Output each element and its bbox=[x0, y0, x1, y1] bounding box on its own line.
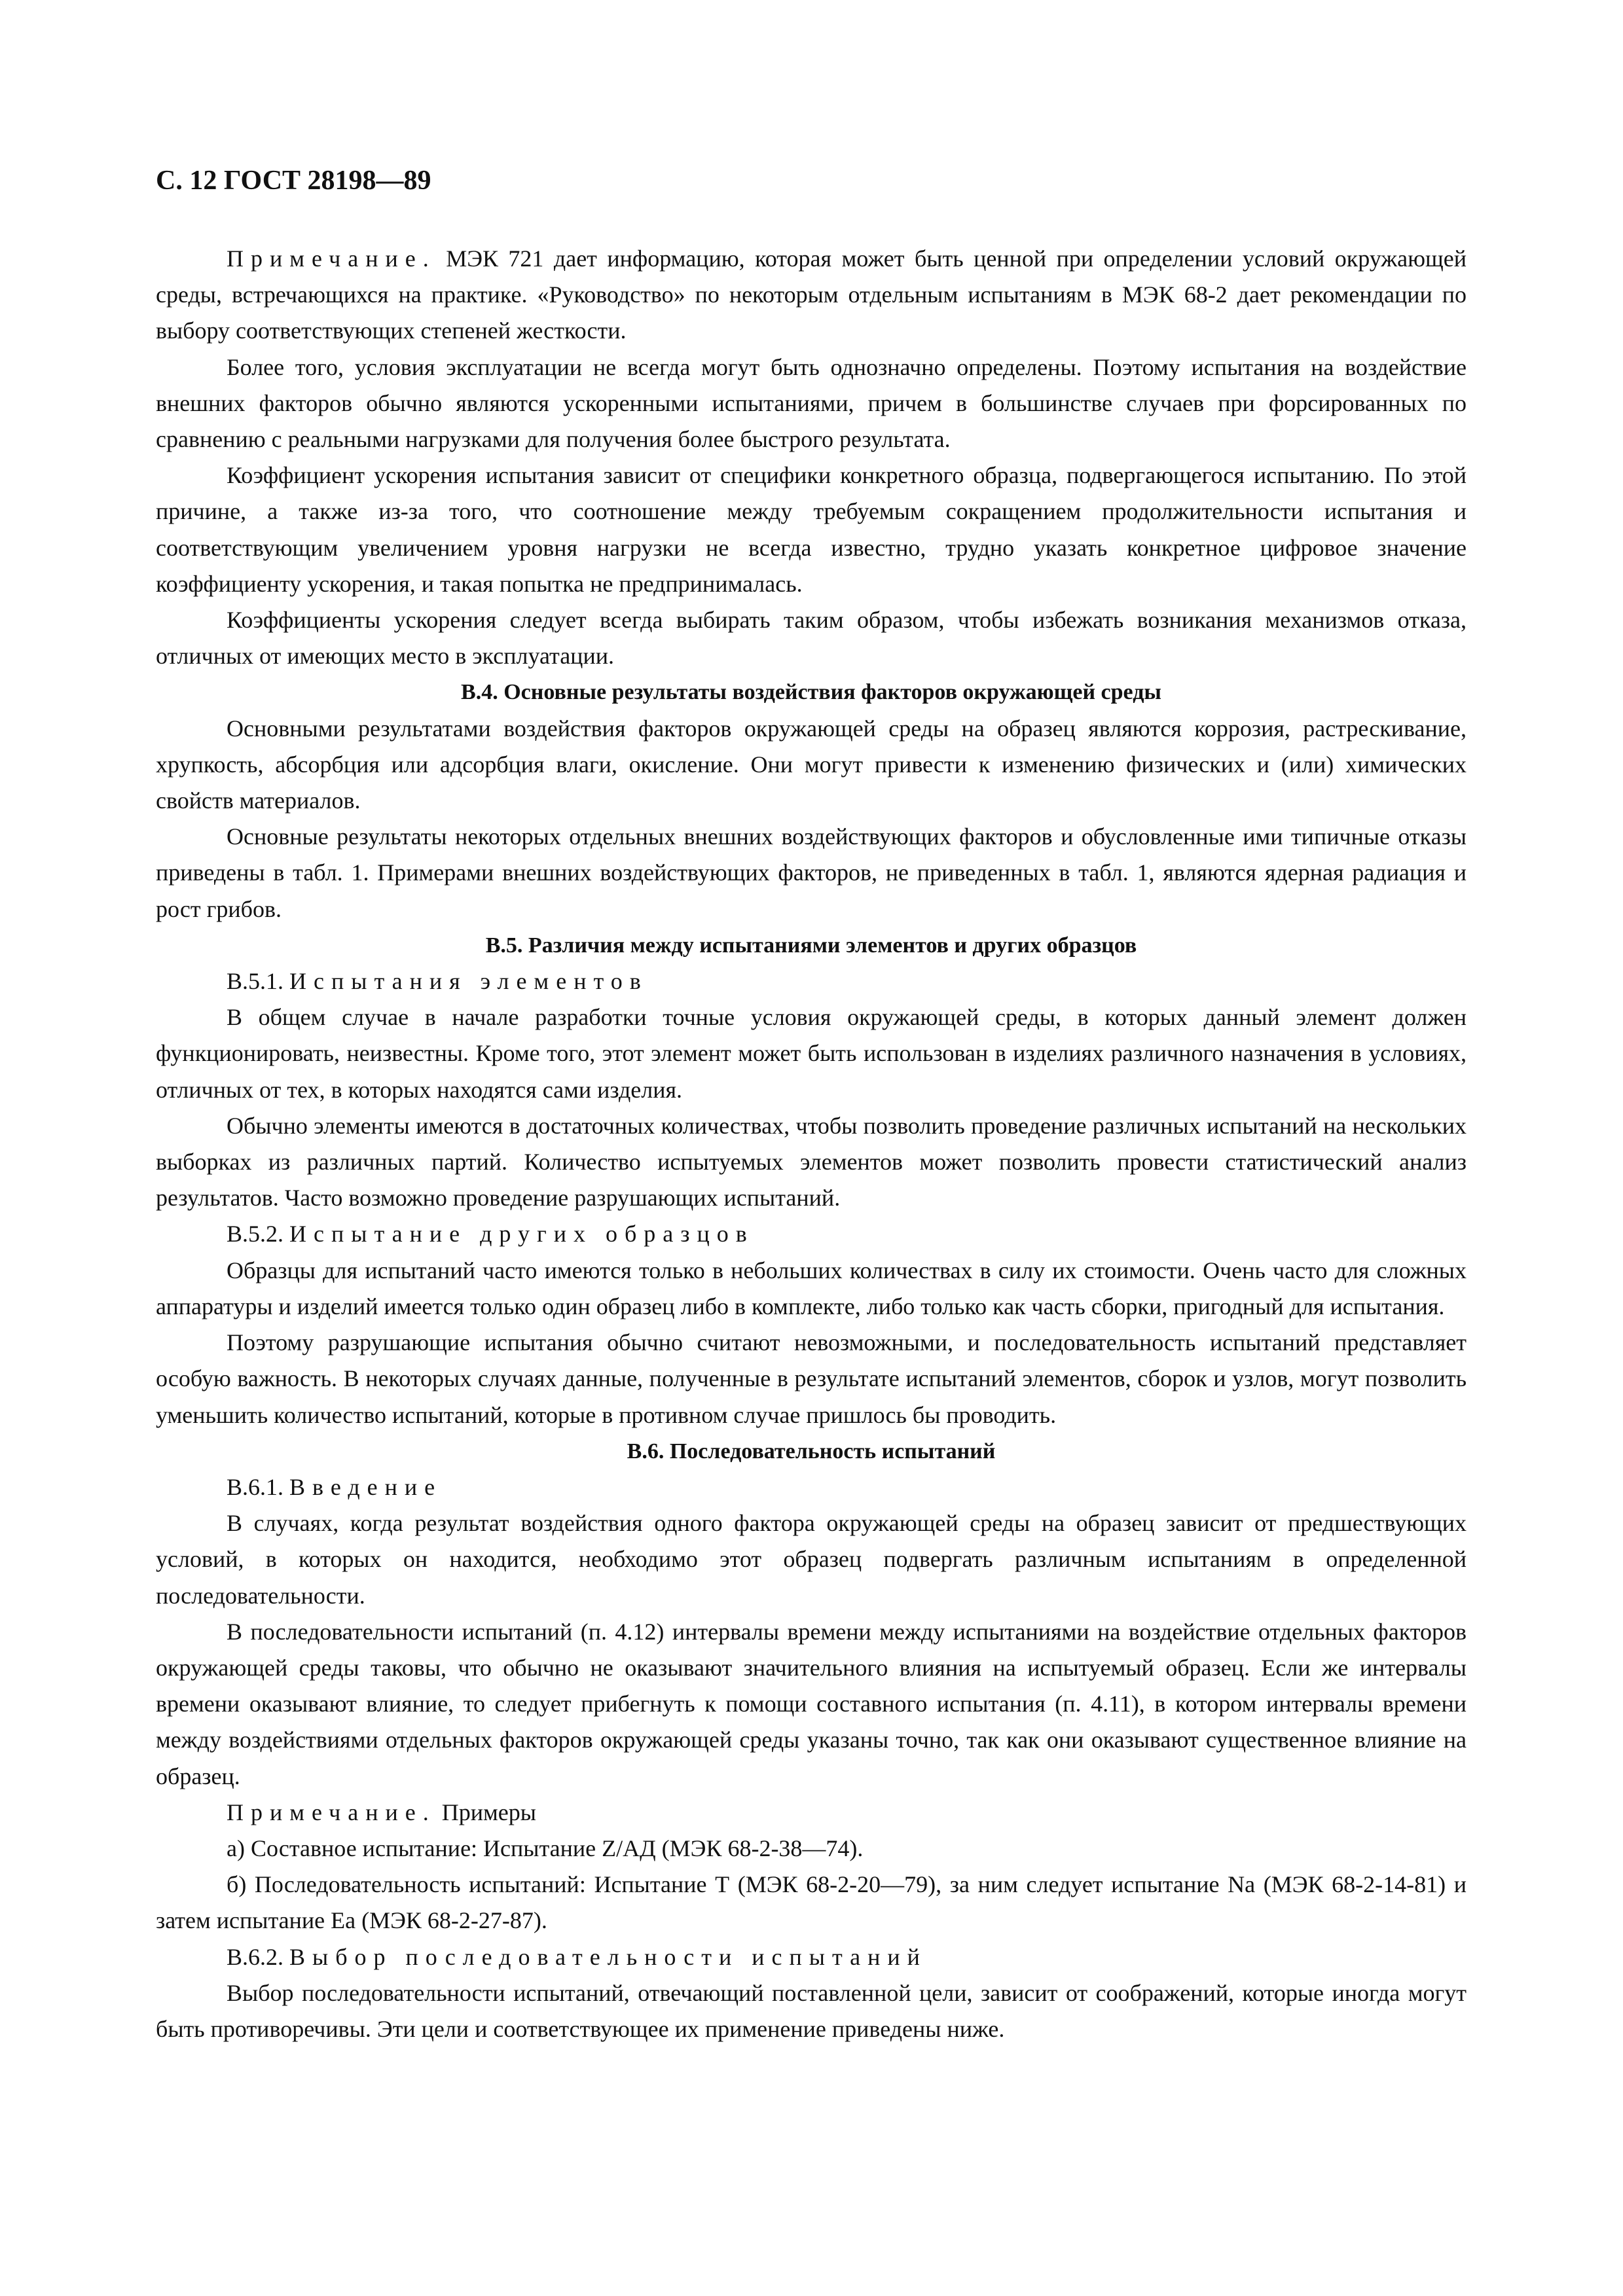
note-paragraph bbox=[156, 241, 1467, 350]
subsection-title: Испытания элементов bbox=[289, 968, 648, 995]
section-heading-b6: В.6. Последовательность испытаний bbox=[627, 1439, 996, 1463]
paragraph: Выбор последовательности испытаний, отвечающий поставленной цели, зависит от соображений, которые иногда могут быть противоречивы. Эти цели и соответствующее их применение приведены ниже. bbox=[156, 1979, 1467, 2042]
paragraph: Поэтому разрушающие испытания обычно считают невозможными, и последовательность испытаний представляет особую важность. В некоторых случаях данные, полученные в результате испытаний элементов, сборок и узлов, могут позволить уменьшить количество испытаний, которые в противном случае пришлось бы проводить. bbox=[156, 1329, 1467, 1428]
note-label: Примечание. bbox=[227, 1799, 436, 1825]
paragraph: Основные результаты некоторых отдельных внешних воздействующих факторов и обусловленные ими типичные отказы приведены в табл. 1. Примерами внешних воздействующих факторов, не приведенных в табл. 1, являются ядерная радиация и рост грибов. bbox=[156, 823, 1467, 922]
note-paragraph bbox=[156, 1795, 1467, 1831]
paragraph: Образцы для испытаний часто имеются только в небольших количествах в силу их стоимости. Очень часто для сложных аппаратуры и изделий имеется только один образец либо в комплекте, либо только как часть сборки, пригодный для испытания. bbox=[156, 1257, 1467, 1319]
subsection-heading-b52 bbox=[156, 1216, 1467, 1252]
document-body bbox=[156, 241, 1467, 2047]
subsection-number: В.5.2. bbox=[227, 1221, 290, 1247]
subsection-heading-b61 bbox=[156, 1469, 1467, 1505]
paragraph: Обычно элементы имеются в достаточных количествах, чтобы позволить проведение различных испытаний на нескольких выборках из различных партий. Количество испытуемых элементов может позволить провести статистический анализ результатов. Часто возможно проведение разрушающих испытаний. bbox=[156, 1112, 1467, 1211]
note-example-a: а) Составное испытание: Испытание Z/АД (МЭК 68-2-38—74). bbox=[227, 1835, 864, 1861]
note-text: Примеры bbox=[435, 1799, 536, 1825]
paragraph: В случаях, когда результат воздействия одного фактора окружающей среды на образец зависит от предшествующих условий, в которых он находится, необходимо этот образец подвергать различным испытаниям в определенной последовательности. bbox=[156, 1510, 1467, 1609]
subsection-heading-b62 bbox=[156, 1939, 1467, 1975]
subsection-heading-b51 bbox=[156, 963, 1467, 999]
section-heading-b4: В.4. Основные результаты воздействия факторов окружающей среды bbox=[461, 680, 1161, 705]
paragraph: Коэффициенты ускорения следует всегда выбирать таким образом, чтобы избежать возникания механизмов отказа, отличных от имеющих место в эксплуатации. bbox=[156, 607, 1467, 670]
subsection-title: Введение bbox=[289, 1473, 443, 1500]
note-example-b: б) Последовательность испытаний: Испытание Т (МЭК 68-2-20—79), за ним следует испытание Na (МЭК 68-2-14-81) и затем испытание Еа (МЭК 68-2-27-87). bbox=[156, 1871, 1467, 1934]
subsection-title: Испытание других образцов bbox=[289, 1221, 754, 1247]
paragraph: В общем случае в начале разработки точные условия окружающей среды, в которых данный элемент должен функционировать, неизвестны. Кроме того, этот элемент может быть использован в изделиях различного назначения в условиях, отличных от тех, в которых находятся сами изделия. bbox=[156, 1004, 1467, 1103]
paragraph: Коэффициент ускорения испытания зависит от специфики конкретного образца, подвергающегося испытанию. По этой причине, а также из-за того, что соотношение между требуемым сокращением продолжительности испытания и соответствующим увеличением уровня нагрузки не всегда известно, трудно указать конкретное цифровое значение коэффициенту ускорения, и такая попытка не предпринималась. bbox=[156, 462, 1467, 597]
note-label: Примечание. bbox=[227, 245, 436, 272]
page-header: С. 12 ГОСТ 28198—89 bbox=[156, 166, 431, 196]
section-heading-b5: В.5. Различия между испытаниями элементов и других образцов bbox=[485, 933, 1137, 958]
subsection-number: В.6.1. bbox=[227, 1473, 290, 1500]
paragraph: Более того, условия эксплуатации не всегда могут быть однозначно определены. Поэтому испытания на воздействие внешних факторов обычно являются ускоренными испытаниями, причем в большинстве случаев при форсированных по сравнению с реальными нагрузками для получения более быстрого результата. bbox=[156, 353, 1467, 453]
paragraph: Основными результатами воздействия факторов окружающей среды на образец являются коррозия, растрескивание, хрупкость, абсорбция или адсорбция влаги, окисление. Они могут привести к изменению физических и (или) химических свойств материалов. bbox=[156, 715, 1467, 814]
subsection-number: В.5.1. bbox=[227, 968, 290, 995]
paragraph: В последовательности испытаний (п. 4.12) интервалы времени между испытаниями на воздействие отдельных факторов окружающей среды таковы, что обычно не оказывают значительного влияния на испытуемый образец. Если же интервалы времени оказывают влияние, то следует прибегнуть к помощи составного испытания (п. 4.11), в котором интервалы времени между воздействиями отдельных факторов окружающей среды указаны точно, так как они оказывают существенное влияние на образец. bbox=[156, 1618, 1467, 1789]
note-text: МЭК 721 дает информацию, которая может быть ценной при определении условий окружающей среды, встречающихся на практике. «Руководство» по некоторым отдельным испытаниям в МЭК 68-2 дает рекомендации по выбору соответствующих степеней жесткости. bbox=[156, 245, 1467, 344]
subsection-number: В.6.2. bbox=[227, 1943, 290, 1970]
subsection-title: Выбор последовательности испытаний bbox=[289, 1943, 927, 1970]
